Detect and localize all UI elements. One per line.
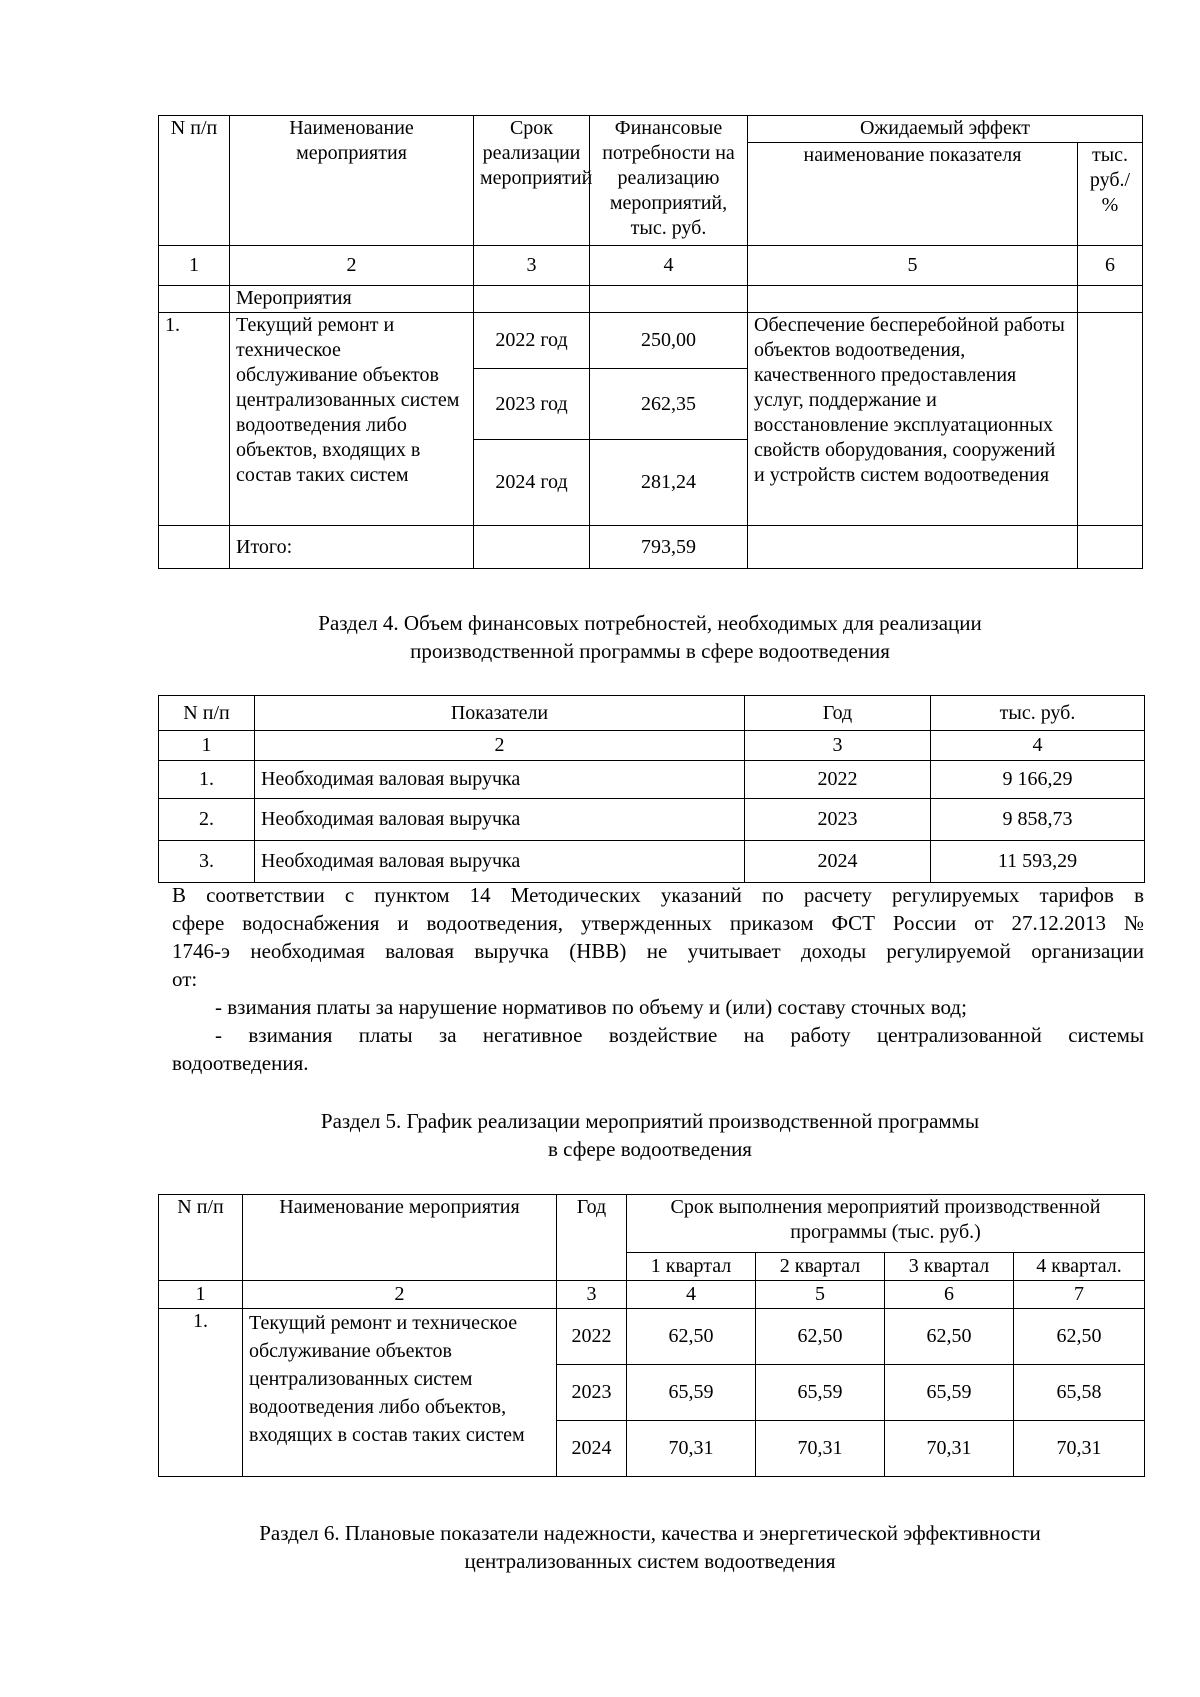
effect-cell: Обеспечение бесперебойной работы объектов водоотведения, качественного предоставления услуг, поддержание и восстановление эксплуатационных свойств оборудования, сооружений и устройств систем водоотведения <box>748 313 1078 526</box>
header-name: Наименование мероприятия <box>243 1195 557 1281</box>
col-number: 2 <box>255 731 745 761</box>
quarter-value: 70,31 <box>756 1421 885 1477</box>
header-unit: тыс. руб./ % <box>1078 143 1143 246</box>
section4-title: Раздел 4. Объем финансовых потребностей, необходимых для реализации производственной программы в сфере водоотведения <box>318 611 982 663</box>
section5-title: Раздел 5. График реализации мероприятий производственной программы в сфере водоотведения <box>320 1109 980 1161</box>
year-cell: 2023 год <box>474 369 590 440</box>
col-number: 6 <box>885 1281 1014 1309</box>
quarter-value: 65,59 <box>627 1365 756 1421</box>
col-number: 3 <box>557 1281 627 1309</box>
schedule-table <box>158 1194 1145 1477</box>
row-num: 1. <box>159 1309 243 1477</box>
year-cell: 2022 <box>557 1309 627 1365</box>
col-number: 2 <box>243 1281 557 1309</box>
bullet-item: - взимания платы за негативное воздействие на работу централизованной системы <box>215 1023 1144 1047</box>
year-cell: 2024 <box>557 1421 627 1477</box>
col-number: 1 <box>159 731 255 761</box>
row-name: Текущий ремонт и техническое обслуживание объектов централизованных систем водоотведения либо объектов, входящих в состав таких систем <box>243 1309 557 1477</box>
table-row <box>159 1309 1145 1365</box>
col-number: 7 <box>1014 1281 1145 1309</box>
quarter-value: 65,59 <box>756 1365 885 1421</box>
col-number: 2 <box>230 246 474 286</box>
col-number: 5 <box>748 246 1078 286</box>
col-number: 3 <box>745 731 931 761</box>
row-num: 1. <box>159 313 230 526</box>
header-num: N п/п <box>159 1195 243 1281</box>
table-row: 3. Необходимая валовая выручка 2024 11 593,29 <box>159 841 1145 883</box>
header-year: Год <box>557 1195 627 1281</box>
quarter-value: 62,50 <box>1014 1309 1145 1365</box>
header-quarter: 1 квартал <box>627 1253 756 1281</box>
year-cell: 2024 год <box>474 440 590 526</box>
header-term: Срок выполнения мероприятий производственной программы (тыс. руб.) <box>627 1195 1145 1253</box>
quarter-value: 65,58 <box>1014 1365 1145 1421</box>
header-finance: Финансовые потребности на реализацию мероприятий, тыс. руб. <box>590 116 748 246</box>
header-year: Год <box>745 696 931 731</box>
bullet-item: - взимания платы за нарушение нормативов по объему и (или) составу сточных вод; <box>215 995 967 1019</box>
quarter-value: 70,31 <box>1014 1421 1145 1477</box>
table-row: 2. Необходимая валовая выручка 2023 9 858,73 <box>159 799 1145 841</box>
col-number: 1 <box>159 246 230 286</box>
header-effect: Ожидаемый эффект <box>748 116 1143 143</box>
section6-title: Раздел 6. Плановые показатели надежности, качества и энергетической эффективности централизованных систем водоотведения <box>259 1521 1041 1573</box>
col-number: 1 <box>159 1281 243 1309</box>
total-label: Итого: <box>230 526 474 569</box>
header-num: N п/п <box>159 696 255 731</box>
col-number: 4 <box>590 246 748 286</box>
methodology-paragraph: В соответствии с пунктом 14 Методических указаний по расчету регулируемых тарифов в сфере водоснабжения и водоотведения, утвержденных приказом ФСТ России от 27.12.2013 № 1746-э необходимая валовая выручка (НВВ) не учитывает доходы регулируемой организации от: - взимания платы за нарушение нормативов по объему и (или) составу сточных вод; - взимания платы за негативное воздействие на работу централизованной системы водоотведения. <box>172 883 1144 1075</box>
measures-table <box>158 115 1143 569</box>
header-quarter: 4 квартал. <box>1014 1253 1145 1281</box>
year-cell: 2023 <box>557 1365 627 1421</box>
quarter-value: 62,50 <box>885 1309 1014 1365</box>
amount-cell: 250,00 <box>590 313 748 369</box>
header-num: N п/п <box>159 116 230 246</box>
section-label: Мероприятия <box>230 286 474 313</box>
total-value: 793,59 <box>590 526 748 569</box>
col-number: 4 <box>627 1281 756 1309</box>
header-indicators: Показатели <box>255 696 745 731</box>
quarter-value: 62,50 <box>627 1309 756 1365</box>
row-name: Текущий ремонт и техническое обслуживание объектов централизованных систем водоотведения либо объектов, входящих в состав таких систем <box>230 313 474 526</box>
quarter-value: 62,50 <box>756 1309 885 1365</box>
amount-cell: 281,24 <box>590 440 748 526</box>
header-quarter: 3 квартал <box>885 1253 1014 1281</box>
col-number: 3 <box>474 246 590 286</box>
header-term: Срок реализации мероприятий <box>474 116 590 246</box>
table-row: 1. Необходимая валовая выручка 2022 9 166,29 <box>159 761 1145 799</box>
col-number: 5 <box>756 1281 885 1309</box>
quarter-value: 65,59 <box>885 1365 1014 1421</box>
amount-cell: 262,35 <box>590 369 748 440</box>
header-indicator: наименование показателя <box>748 143 1078 246</box>
revenue-table <box>158 695 1145 883</box>
quarter-value: 70,31 <box>627 1421 756 1477</box>
col-number: 4 <box>931 731 1145 761</box>
header-quarter: 2 квартал <box>756 1253 885 1281</box>
quarter-value: 70,31 <box>885 1421 1014 1477</box>
col-number: 6 <box>1078 246 1143 286</box>
header-name: Наименование мероприятия <box>230 116 474 246</box>
header-value: тыс. руб. <box>931 696 1145 731</box>
year-cell: 2022 год <box>474 313 590 369</box>
